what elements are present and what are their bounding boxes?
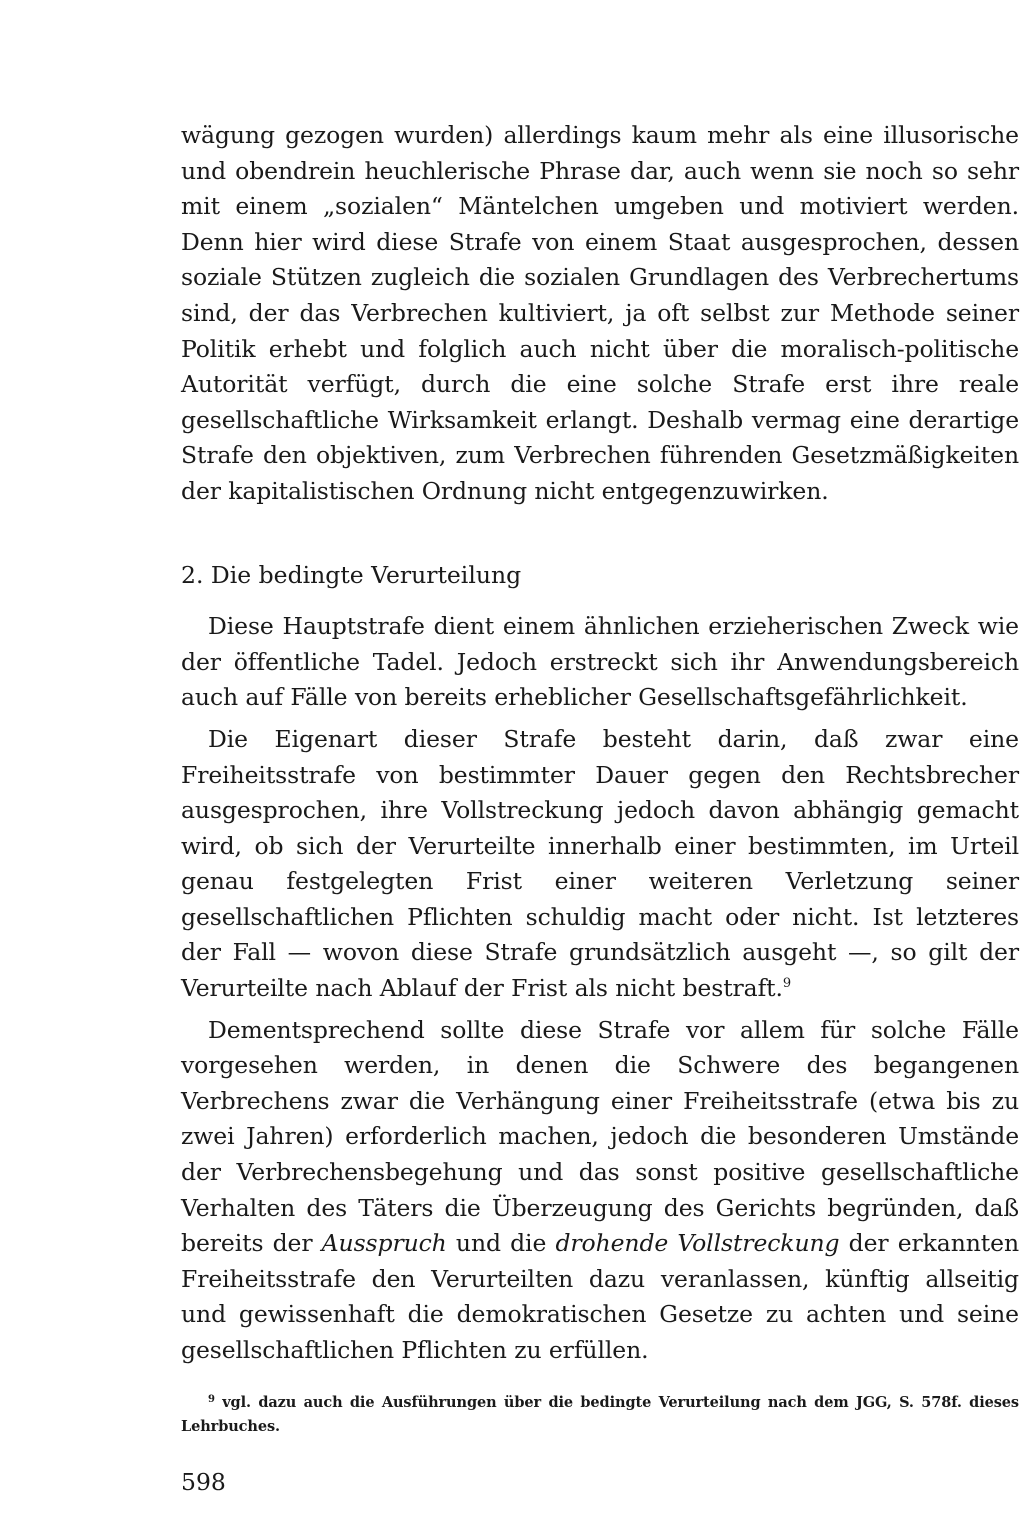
paragraph-4-emphasis-1: Ausspruch <box>321 1229 447 1258</box>
body-paragraph-1: wägung gezogen wurden) allerdings kaum mehr als eine illusorische und obendrein heuchlerische Phrase dar, auch wenn sie noch so sehr mit einem „sozialen“ Mäntelchen umgeben und motiviert werden. Denn hier wird diese Strafe von einem Staat ausgesprochen, dessen soziale Stützen zugleich die sozialen Grundlagen des Verbrechertums sind, der das Verbrechen kultiviert, ja oft selbst zur Methode seiner Politik erhebt und folglich auch nicht über die moralisch-politische Autorität verfügt, durch die eine solche Strafe erst ihre reale gesellschaftliche Wirksamkeit erlangt. Deshalb vermag eine derartige Strafe den objektiven, zum Verbrechen führenden Gesetzmäßigkeiten der kapitalistischen Ordnung nicht entgegenzuwirken. <box>181 121 1019 505</box>
footnote <box>181 1391 1019 1439</box>
footnote-mark: 9 <box>208 1393 215 1405</box>
footnote-text: vgl. dazu auch die Ausführungen über die bedingte Verurteilung nach dem JGG, S. 578f. dieses Lehrbuches. <box>181 1393 1019 1435</box>
paragraph-4-part-3: der erkannten Freiheitsstrafe den Verurteilten dazu veranlassen, künftig allseitig und gewissenhaft die demokratischen Gesetze zu achten und seine gesellschaftlichen Pflichten zu erfüllen. <box>181 1229 1019 1364</box>
paragraph-4-emphasis-2: drohende Vollstreckung <box>555 1229 840 1258</box>
footnote-reference: 9 <box>782 976 792 992</box>
body-paragraph-4 <box>181 1013 1019 1369</box>
body-paragraph-3 <box>181 722 1019 1007</box>
body-paragraph-3-text: Die Eigenart dieser Strafe besteht darin, daß zwar eine Freiheitsstrafe von bestimmter Dauer gegen den Rechtsbrecher ausgesprochen, ihre Vollstreckung jedoch davon abhängig gemacht wird, ob sich der Verurteilte innerhalb einer bestimmten, im Urteil genau festgelegten Frist einer weiteren Verletzung seiner gesellschaftlichen Pflichten schuldig macht oder nicht. Ist letzteres der Fall — wovon diese Strafe grundsätzlich ausgeht —, so gilt der Verurteilte nach Ablauf der Frist als nicht bestraft. <box>181 724 1019 1003</box>
section-heading: 2. Die bedingte Verurteilung <box>181 560 522 589</box>
paragraph-4-part-1: Dementsprechend sollte diese Strafe vor allem für solche Fälle vorgesehen werden, in denen die Schwere des begangenen Verbrechens zwar die Verhängung einer Freiheitsstrafe (etwa bis zu zwei Jahren) erforderlich machen, jedoch die besonderen Umstände der Verbrechensbegehung und das sonst positive gesellschaftliche Verhalten des Täters die Überzeugung des Gerichts begründen, daß bereits der <box>181 1015 1019 1258</box>
document-page <box>181 118 1019 1497</box>
paragraph-4-part-2: und die <box>446 1229 556 1258</box>
body-paragraph-2: Diese Hauptstrafe dient einem ähnlichen erzieherischen Zweck wie der öffentliche Tadel. Jedoch erstreckt sich ihr Anwendungsbereich auch auf Fälle von bereits erheblicher Gesellschaftsgefährlichkeit. <box>181 612 1019 712</box>
page-number: 598 <box>181 1467 226 1496</box>
